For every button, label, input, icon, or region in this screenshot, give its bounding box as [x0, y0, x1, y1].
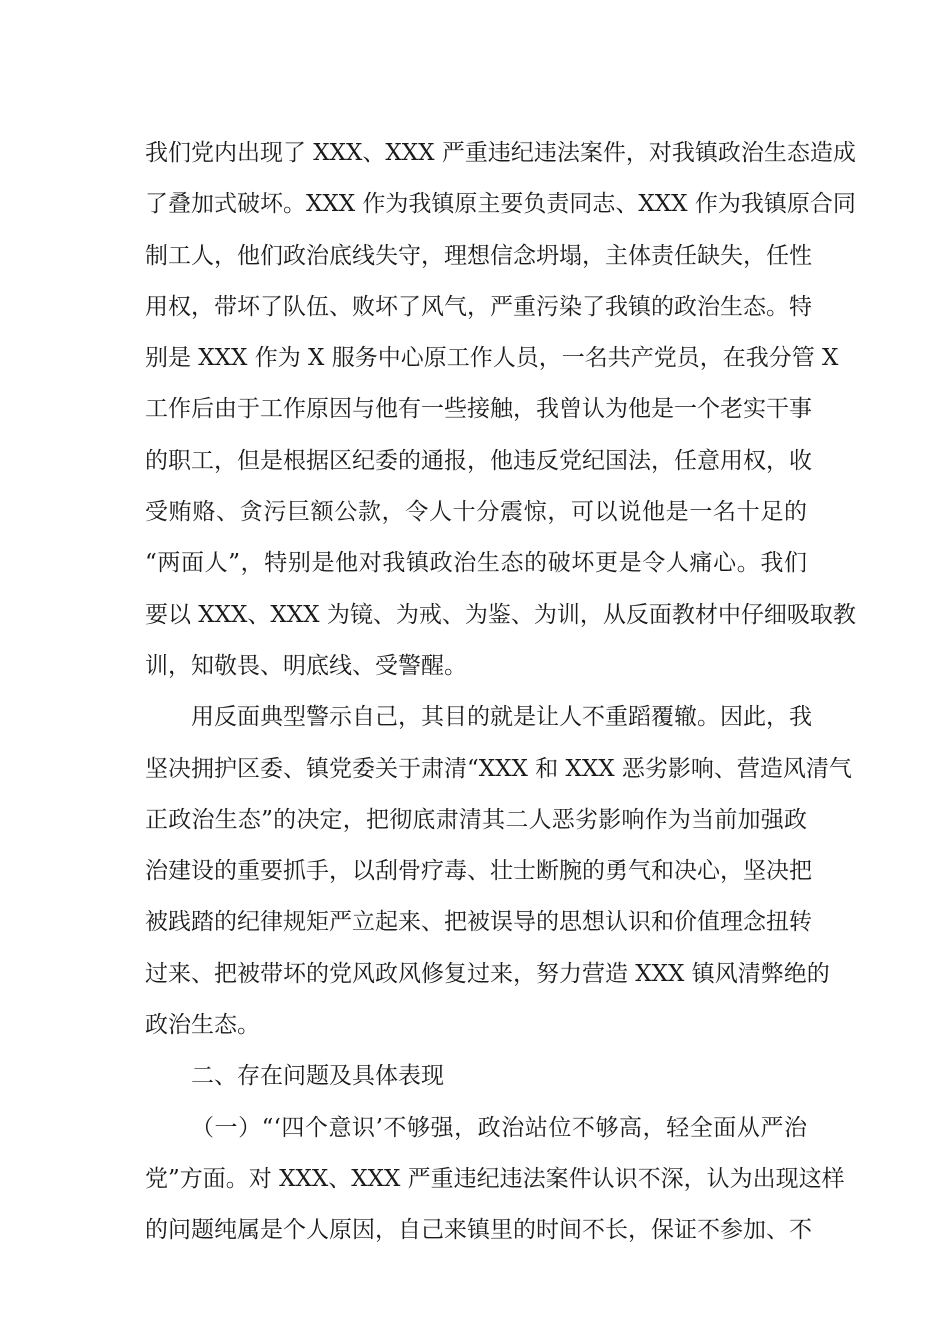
text-line: 的问题纯属是个人原因，自己来镇里的时间不长，保证不参加、不 [145, 1217, 812, 1244]
text-line: 了叠加式破坏。XXX 作为我镇原主要负责同志、XXX 作为我镇原合同 [145, 191, 856, 218]
text-line: 要以 XXX、XXX 为镜、为戒、为鉴、为训，从反面教材中仔细吸取教 [145, 601, 856, 628]
paragraph-3 [145, 1103, 845, 1257]
document-body [145, 128, 856, 1257]
text-line: 训，知敬畏、明底线、受警醒。 [145, 652, 467, 679]
section-heading [145, 1051, 807, 1102]
text-line: 的职工，但是根据区纪委的通报，他违反党纪国法，任意用权，收 [145, 447, 812, 474]
text-line: 被践踏的纪律规矩严立起来、把被误导的思想认识和价值理念扭转 [145, 909, 812, 936]
text-line: 用反面典型警示自己，其目的就是让人不重蹈覆辙。因此，我 [191, 704, 812, 731]
text-line: 党”方面。对 XXX、XXX 严重违纪违法案件认识不深，认为出现这样 [145, 1165, 845, 1192]
text-line: 治建设的重要抓手，以刮骨疗毒、壮士断腕的勇气和决心，坚决把 [145, 858, 812, 885]
text-line: 用权，带坏了队伍、败坏了风气，严重污染了我镇的政治生态。特 [145, 293, 812, 320]
text-line: 工作后由于工作原因与他有一些接触，我曾认为他是一个老实干事 [145, 396, 812, 423]
text-line: 坚决拥护区委、镇党委关于肃清“XXX 和 XXX 恶劣影响、营造风清气 [145, 755, 852, 782]
text-line: 政治生态。 [145, 1012, 260, 1039]
text-line: 受贿赂、贪污巨额公款，令人十分震惊，可以说他是一名十足的 [145, 499, 807, 526]
text-line: （一）“‘四个意识’不够强，政治站位不够高，轻全面从严治 [191, 1114, 807, 1141]
text-line: 过来、把被带坏的党风政风修复过来，努力营造 XXX 镇风清弊绝的 [145, 960, 830, 987]
text-line: 别是 XXX 作为 X 服务中心原工作人员，一名共产党员，在我分管 X [145, 345, 839, 372]
text-line: “两面人”，特别是他对我镇政治生态的破坏更是令人痛心。我们 [145, 550, 807, 577]
paragraph-1 [145, 128, 856, 692]
text-line: 我们党内出现了 XXX、XXX 严重违纪违法案件，对我镇政治生态造成 [145, 140, 856, 166]
heading-text: 二、存在问题及具体表现 [191, 1063, 444, 1090]
text-line: 正政治生态”的决定，把彻底肃清其二人恶劣影响作为当前加强政 [145, 806, 807, 833]
paragraph-2 [145, 692, 852, 1051]
text-line: 制工人，他们政治底线失守，理想信念坍塌，主体责任缺失，任性 [145, 242, 812, 269]
